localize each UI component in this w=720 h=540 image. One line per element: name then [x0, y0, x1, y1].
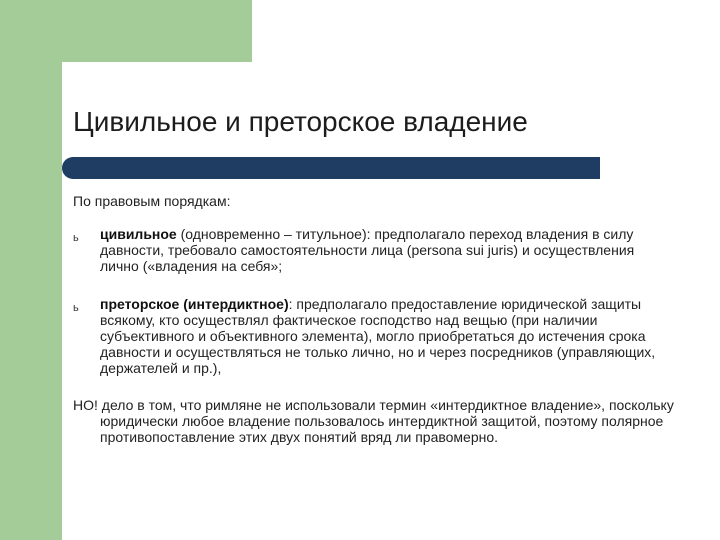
note-paragraph: НО! дело в том, что римляне не использовали термин «интердиктное владение», поскольку юридически любое владение пользовалось интердиктной защитой, поэтому полярное противопоставление этих двух понятий вряд ли правомерно.: [73, 397, 674, 445]
decor-green-top-block: [0, 0, 252, 62]
bullet-marker: ь: [73, 232, 79, 244]
slide-title: Цивильное и преторское владение: [73, 106, 528, 137]
bullet-item-praetorian: [100, 296, 665, 376]
bullet-item-civil: [100, 226, 665, 274]
decor-green-sidebar: [0, 0, 62, 540]
bullet-term: преторское (интердиктное): [100, 296, 289, 312]
bullet-marker: ь: [73, 302, 79, 314]
intro-text: По правовым порядкам:: [73, 193, 231, 209]
bullet-body: (одновременно – титульное): предполагало переход владения в силу давности, требовало самостоятельности лица (persona sui juris) и осуществления лично («владения на себя»;: [100, 226, 635, 274]
bullet-body: : предполагало предоставление юридической защиты всякому, кто осуществлял фактическое господство над вещью (при наличии субъективного и объективного элемента), могло приобретаться до истечения срока давности и осуществляться не только лично, но и через посредников (управляющих, держателей и пр.),: [100, 296, 656, 376]
bullet-term: цивильное: [100, 226, 177, 242]
title-underline-bar: [62, 157, 600, 179]
